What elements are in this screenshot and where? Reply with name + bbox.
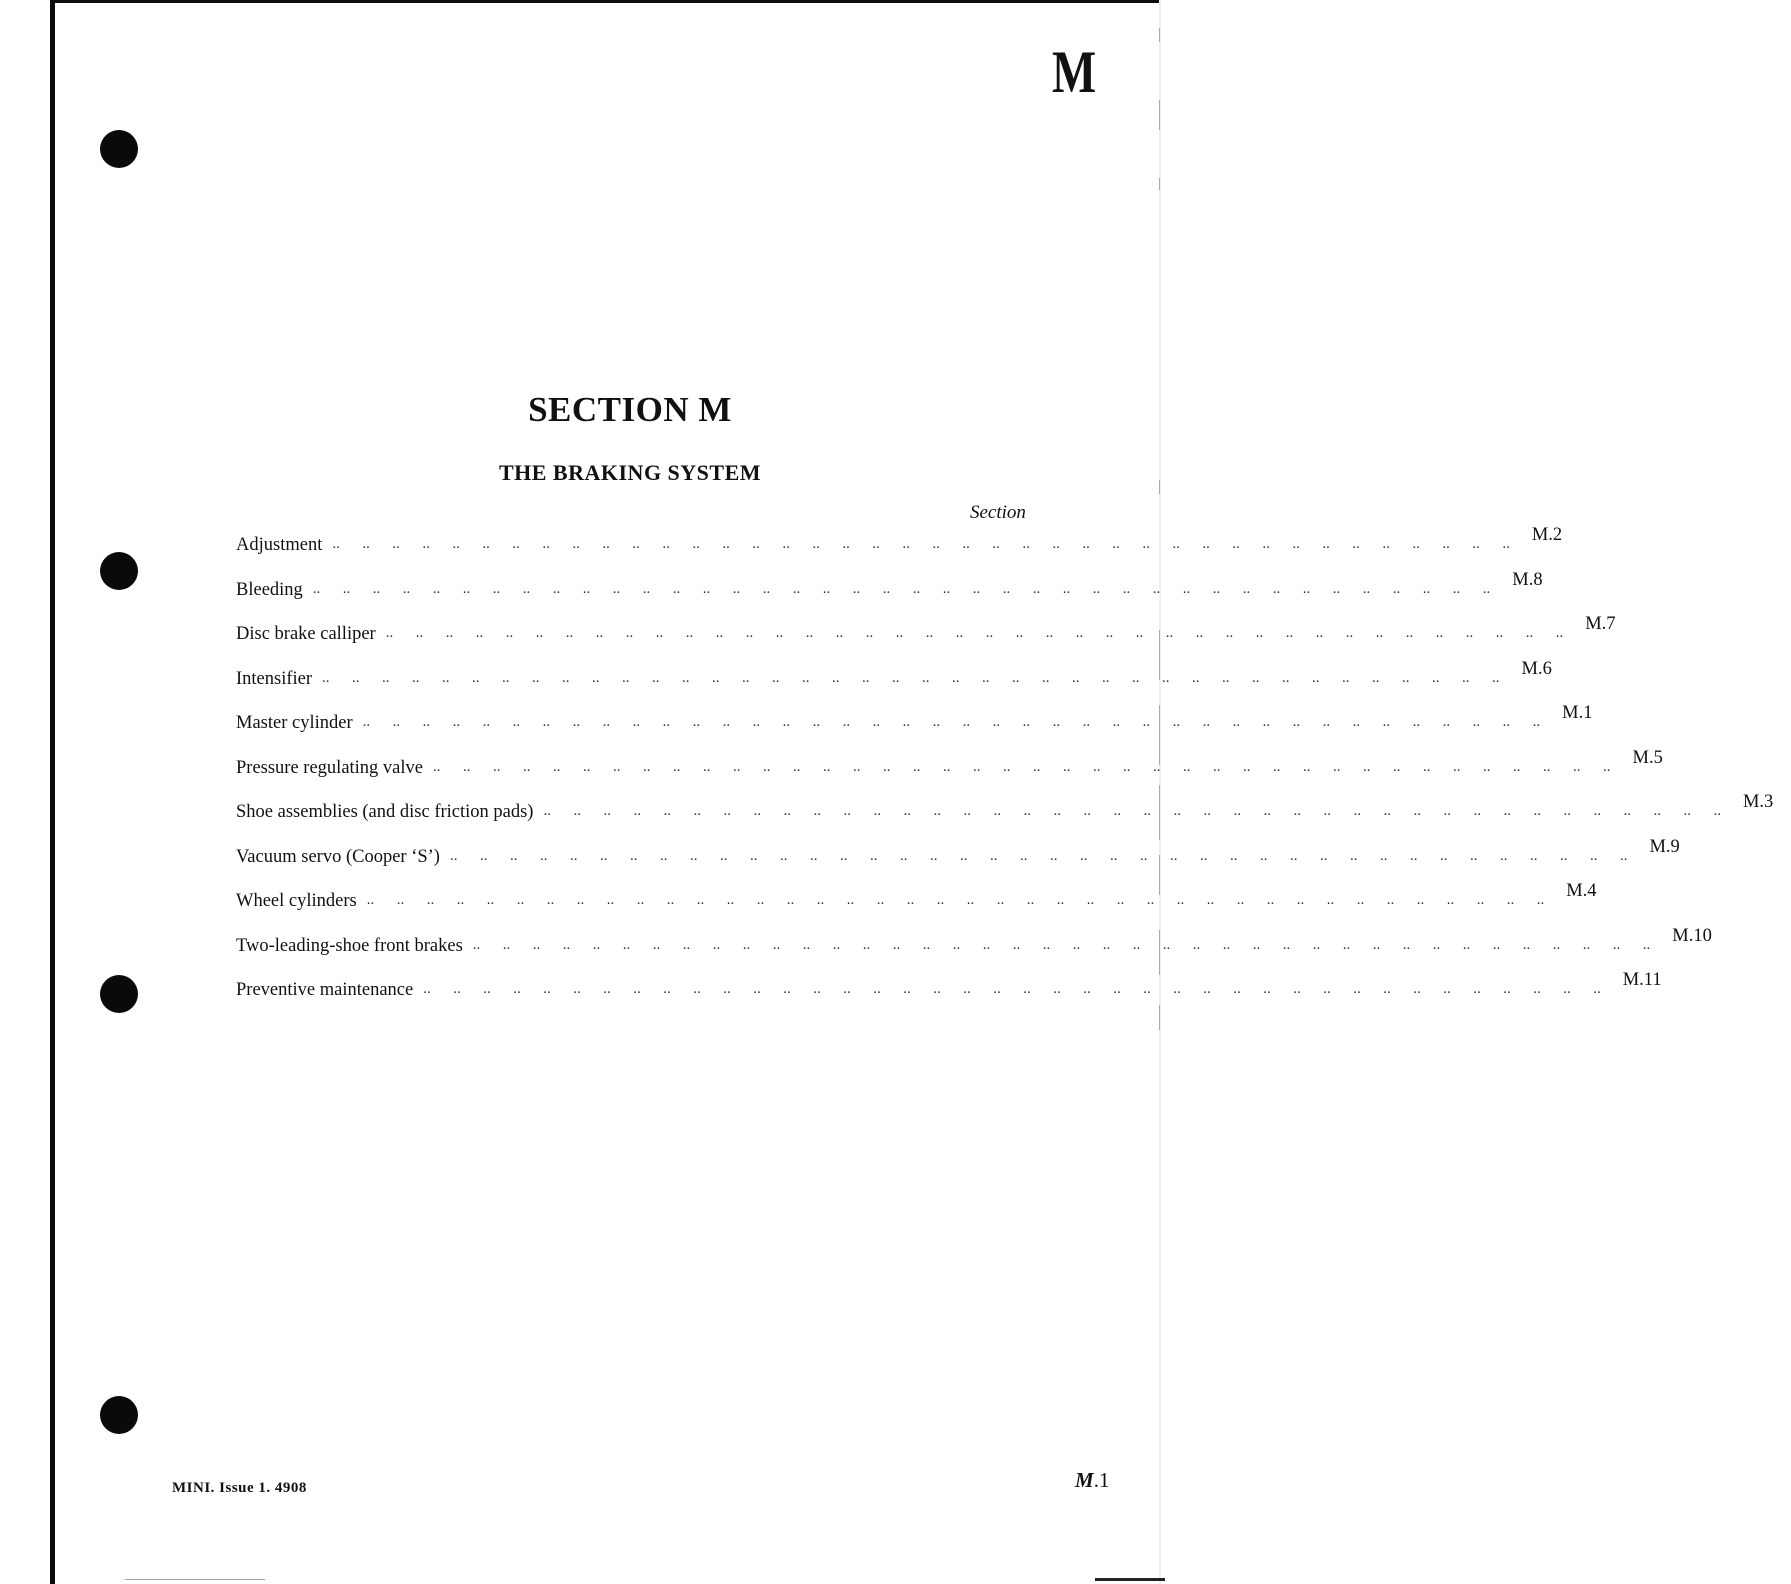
page-edge-bottom (1095, 1578, 1165, 1581)
section-column-heading: Section (970, 502, 1026, 523)
toc-reference: M.8 (1512, 569, 1543, 590)
toc-label: Intensifier (236, 668, 313, 689)
footer-page-number (1075, 1468, 1109, 1493)
toc-label: Adjustment (236, 535, 323, 555)
toc-label: Two-leading-shoe front brakes (236, 935, 463, 956)
toc-row[interactable] (236, 881, 1597, 926)
scan-mark (1159, 28, 1160, 42)
footer-issue-info: MINI. Issue 1. 4908 (172, 1480, 307, 1496)
toc-label: Shoe assemblies (and disc friction pads) (236, 802, 534, 822)
dot-leader: .. .. .. .. .. .. .. .. .. .. .. .. .. .. .. .. .. .. .. .. .. .. .. .. .. .. .. .. .. .. .. .. .. .. .. .. .. .. .. .. (543, 803, 1721, 819)
toc-row[interactable] (236, 792, 1774, 837)
dot-leader: .. .. .. .. .. .. .. .. .. .. .. .. .. .. .. .. .. .. .. .. .. .. .. .. .. .. .. .. .. .. .. .. .. .. .. .. .. .. .. .. (366, 892, 1545, 908)
toc-reference: M.11 (1622, 970, 1662, 990)
toc-reference: M.1 (1562, 703, 1593, 723)
toc-reference: M.9 (1649, 836, 1680, 857)
footer-page-suffix: .1 (1093, 1468, 1110, 1492)
binder-hole (100, 975, 138, 1013)
scan-mark (1159, 100, 1160, 130)
toc-row[interactable] (236, 658, 1552, 704)
dot-leader: .. .. .. .. .. .. .. .. .. .. .. .. .. .. .. .. .. .. .. .. .. .. .. .. .. .. .. .. .. .. .. .. .. .. .. .. .. .. .. .. (449, 847, 1628, 864)
toc-row[interactable] (236, 569, 1543, 615)
toc-label: Disc brake calliper (236, 624, 376, 644)
page-edge-bottom-faint (125, 1579, 265, 1580)
dot-leader: .. .. .. .. .. .. .. .. .. .. .. .. .. .. .. .. .. .. .. .. .. .. .. .. .. .. .. .. .. .. .. .. .. .. .. .. .. .. .. .. (433, 758, 1611, 775)
binder-hole (100, 552, 138, 590)
toc-row[interactable] (236, 703, 1593, 748)
scan-mark (1159, 1005, 1160, 1030)
toc-label: Wheel cylinders (236, 891, 357, 911)
toc-reference: M.10 (1672, 925, 1712, 946)
toc-label: Bleeding (236, 579, 303, 600)
dot-leader: .. .. .. .. .. .. .. .. .. .. .. .. .. .. .. .. .. .. .. .. .. .. .. .. .. .. .. .. .. .. .. .. .. .. .. .. .. .. .. .. (472, 936, 1651, 953)
toc-label: Vacuum servo (Cooper ‘S’) (236, 846, 440, 867)
table-of-contents (236, 525, 1774, 1015)
toc-reference: M.5 (1632, 747, 1663, 768)
scan-mark (1159, 178, 1160, 190)
dot-leader: .. .. .. .. .. .. .. .. .. .. .. .. .. .. .. .. .. .. .. .. .. .. .. .. .. .. .. .. .. .. .. .. .. .. .. .. .. .. .. .. (362, 714, 1541, 730)
toc-label: Pressure regulating valve (236, 757, 423, 778)
toc-row[interactable] (236, 836, 1680, 882)
toc-reference: M.6 (1521, 658, 1552, 679)
page-edge-top (50, 0, 1160, 3)
dot-leader: .. .. .. .. .. .. .. .. .. .. .. .. .. .. .. .. .. .. .. .. .. .. .. .. .. .. .. .. .. .. .. .. .. .. .. .. .. .. .. .. (385, 625, 1564, 641)
toc-row[interactable] (236, 970, 1662, 1015)
page-subtitle: THE BRAKING SYSTEM (498, 460, 762, 485)
dot-leader: .. .. .. .. .. .. .. .. .. .. .. .. .. .. .. .. .. .. .. .. .. .. .. .. .. .. .. .. .. .. .. .. .. .. .. .. .. .. .. .. (312, 580, 1491, 597)
toc-row[interactable] (236, 525, 1563, 570)
toc-reference: M.7 (1585, 614, 1616, 634)
toc-row[interactable] (236, 747, 1663, 793)
toc-label: Preventive maintenance (236, 980, 414, 1000)
binder-hole (100, 130, 138, 168)
toc-label: Master cylinder (236, 713, 353, 733)
toc-row[interactable] (236, 614, 1616, 659)
section-tab-letter: M (1052, 39, 1095, 105)
toc-reference: M.2 (1531, 525, 1563, 545)
dot-leader: .. .. .. .. .. .. .. .. .. .. .. .. .. .. .. .. .. .. .. .. .. .. .. .. .. .. .. .. .. .. .. .. .. .. .. .. .. .. .. .. (332, 536, 1510, 552)
page-edge-left (50, 0, 55, 1584)
dot-leader: .. .. .. .. .. .. .. .. .. .. .. .. .. .. .. .. .. .. .. .. .. .. .. .. .. .. .. .. .. .. .. .. .. .. .. .. .. .. .. .. (322, 669, 1500, 686)
dot-leader: .. .. .. .. .. .. .. .. .. .. .. .. .. .. .. .. .. .. .. .. .. .. .. .. .. .. .. .. .. .. .. .. .. .. .. .. .. .. .. .. (423, 981, 1601, 997)
toc-reference: M.3 (1742, 792, 1774, 812)
toc-reference: M.4 (1566, 881, 1597, 901)
footer-page-prefix: M (1075, 1468, 1094, 1492)
page-title: SECTION M (528, 390, 732, 429)
toc-row[interactable] (236, 925, 1712, 971)
binder-hole (100, 1396, 138, 1434)
